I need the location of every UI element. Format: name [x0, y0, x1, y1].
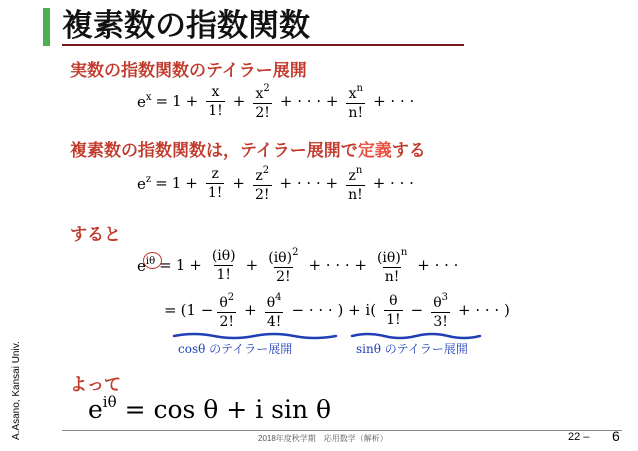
- therefore-heading: よって: [70, 375, 121, 395]
- lhs: $e^{i\theta}$: [137, 255, 156, 275]
- cos-taylor-note: cosθ のテイラー展開: [178, 342, 293, 356]
- euler-formula: $e^{i\theta} = \cos \theta + i$ sin θ: [88, 393, 332, 424]
- euler-expansion-line1: $e^{i\theta}$ = 1 + $\frac{(i\theta)}{1!}$ + $\frac{(i\theta)^2}{2!}$ + · · · + $\frac{(i\theta)^n}{n!}$ + · · ·: [137, 244, 462, 286]
- fraction: $\frac{\theta}{1!}$: [386, 292, 401, 328]
- fraction: $\frac{z^2}{2!}$: [255, 165, 270, 203]
- fraction: $\frac{z^n}{n!}$: [348, 165, 363, 203]
- fraction: $\frac{\theta^2}{2!}$: [219, 292, 235, 330]
- course-footer: 2018年度秋学期 応用数学（解析）: [258, 434, 388, 443]
- fraction: $\frac{(i\theta)}{1!}$: [211, 247, 236, 283]
- fraction: $\frac{\theta^4}{4!}$: [266, 292, 282, 330]
- euler-expansion-line2: = (1 − $\frac{\theta^2}{2!}$ + $\frac{\theta^4}{4!}$ − · · · ) + i( $\frac{\theta}{1!}$ − $\frac{\theta^3}{3!}$ + · · · ): [160, 289, 514, 331]
- sin-taylor-note: sinθ のテイラー展開: [356, 342, 468, 356]
- lhs: $e^x$: [137, 91, 152, 111]
- fraction: $\frac{x^n}{n!}$: [348, 83, 364, 121]
- complex-taylor-equation: $e^z$ = 1 + $\frac{z}{1!}$ + $\frac{z^2}{2!}$ + · · · + $\frac{z^n}{n!}$ + · · ·: [137, 162, 418, 204]
- complex-taylor-heading: 複素数の指数関数は，テイラー展開で定義する: [70, 141, 426, 161]
- fraction: $\frac{x^2}{2!}$: [255, 83, 270, 121]
- slide-title: 複素数の指数関数: [62, 8, 310, 44]
- footer-divider: [62, 430, 622, 431]
- page-number: 22 –: [568, 431, 590, 443]
- real-taylor-equation: $e^x$ = 1 + $\frac{x}{1!}$ + $\frac{x^2}{2!}$ + · · · + $\frac{x^n}{n!}$ + · · ·: [137, 80, 418, 122]
- lhs: $e^z$: [137, 173, 152, 193]
- fraction: $\frac{x}{1!}$: [208, 83, 223, 119]
- then-heading: すると: [70, 225, 121, 245]
- fraction: $\frac{\theta^3}{3!}$: [433, 292, 449, 330]
- title-underline: [62, 44, 464, 46]
- slide-number: 6: [612, 428, 620, 444]
- fraction: $\frac{z}{1!}$: [207, 165, 223, 201]
- author-credit: A.Asano, Kansai Univ.: [11, 341, 22, 440]
- real-taylor-heading: 実数の指数関数のテイラー展開: [70, 61, 307, 81]
- title-accent-bar: [43, 8, 50, 46]
- fraction: $\frac{(i\theta)^n}{n!}$: [376, 247, 408, 285]
- fraction: $\frac{(i\theta)^2}{2!}$: [268, 247, 299, 285]
